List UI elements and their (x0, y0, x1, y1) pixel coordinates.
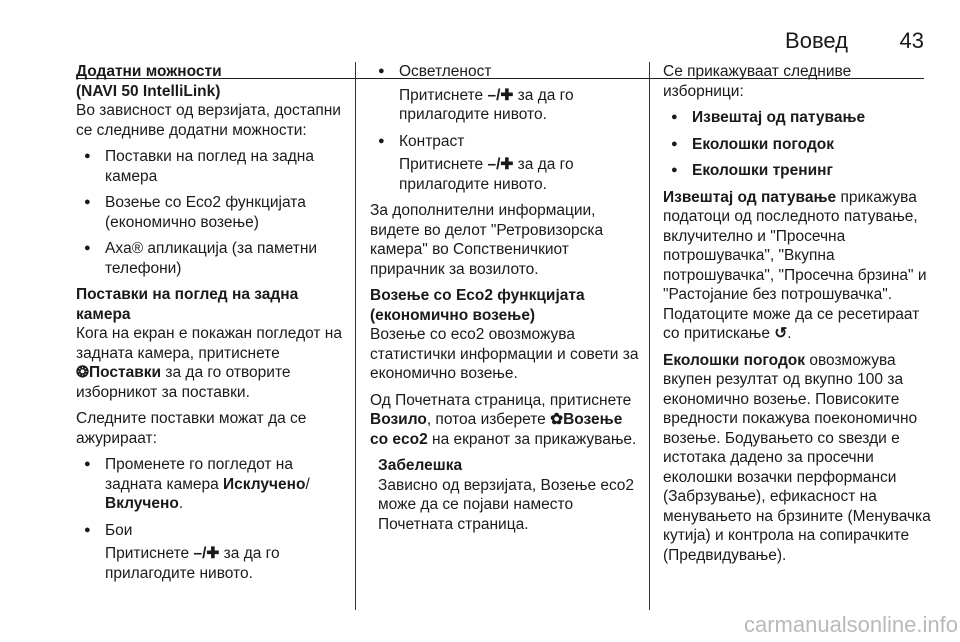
gear-icon: ❂ (76, 364, 89, 381)
settings-label: Поставки (89, 364, 162, 381)
heading-navi50: (NAVI 50 IntelliLink) (76, 82, 221, 100)
list-item: ● Променете го погледот на задната камера Исклучено/ Вклучено. (76, 455, 346, 514)
list-item: ● Контраст (370, 132, 640, 152)
vehicle-label: Возило (370, 411, 427, 428)
list-item: ● Осветленост (370, 62, 640, 82)
eco2-label: Возење со eco2 (370, 411, 623, 448)
column-divider (355, 62, 356, 610)
list-item: ● Axa® апликација (за паметни телефони) (76, 239, 346, 278)
note-text: Зависно од верзијата, Возење eco2 може да се појави наместо Почетната страница. (378, 476, 634, 533)
heading-rear-camera: Поставки на поглед на задна камера (76, 286, 299, 323)
eco-leaf-icon: ✿ (550, 411, 564, 428)
minus-plus-icon: –/✚ (193, 545, 220, 562)
page-number: 43 (899, 28, 924, 53)
list-item: ● Еколошки погодок (663, 135, 935, 155)
page-header (0, 28, 960, 56)
paragraph: Извештај од патување прикажува податоци од последното патување, вклучително и "Просечна потрошувачка", "Вкупна потрошувачка", "Просечна брзина" и "Растојание без потрошувачка". Податоците може да се ресетираат со притискање ↺. (663, 188, 927, 342)
list-item: ● Бои (76, 521, 346, 541)
reset-icon: ↺ (774, 325, 788, 342)
column-1 (76, 62, 346, 590)
paragraph: За дополнителни информации, видете во делот "Ретровизорска камера" во Сопственичкиот прирачник за возилото. (370, 202, 604, 278)
heading-additional-options: Додатни можности (76, 63, 222, 80)
list-subtext: Притиснете –/✚ за да го прилагодите нивото. (399, 156, 574, 193)
minus-plus-icon: –/✚ (487, 86, 514, 104)
list-subtext: Притиснете –/✚ за да го прилагодите нивото. (105, 545, 280, 582)
column-2 (370, 62, 640, 541)
column-3 (663, 62, 935, 572)
note-heading: Забелешка (378, 457, 463, 474)
paragraph: Во зависност од верзијата, достапни се следниве додатни можности: (76, 102, 341, 139)
list-item: ● Еколошки тренинг (663, 161, 935, 181)
list-item: ● Возење со Eco2 функцијата (економично возење) (76, 193, 346, 232)
paragraph: Возење со eco2 овозможува статистички информации и совети за економично возење. (370, 326, 639, 382)
minus-plus-icon: –/✚ (487, 156, 514, 173)
list-subtext: Притиснете –/✚ за да го прилагодите нивото. (399, 86, 574, 123)
paragraph: Кога на екран е покажан погледот на задната камера, притиснете ❂Поставки за да го отворите изборникот за поставки. (76, 325, 342, 401)
list-item: ● Извештај од патување (663, 108, 935, 128)
paragraph: Следните поставки можат да се ажурираат: (76, 410, 307, 447)
watermark: carmanualsonline.info (743, 612, 958, 637)
column-divider (649, 62, 650, 610)
paragraph: Еколошки погодок овозможува вкупен резултат од вкупно 100 за економично возење. Повисоките вредности покажува поекономично возење. Бодувањето со ѕвезди е истотака дадено за просечни еколошки возачки перформанси (Забрзување), ефикасност на менувањето на брзините (Менувачка кутија) и контрола на сопирачките (Предвидување). (663, 351, 931, 564)
section-title: Вовед (785, 28, 848, 53)
paragraph: Се прикажуваат следниве изборници: (663, 63, 852, 100)
list-item: ● Поставки на поглед на задна камера (76, 147, 346, 186)
heading-eco2: Возење со Eco2 функцијата (економично возење) (370, 287, 585, 324)
paragraph: Од Почетната страница, притиснете Возило, потоа изберете ✿Возење со eco2 на екранот за прикажување. (370, 391, 637, 448)
note-box (370, 456, 640, 534)
